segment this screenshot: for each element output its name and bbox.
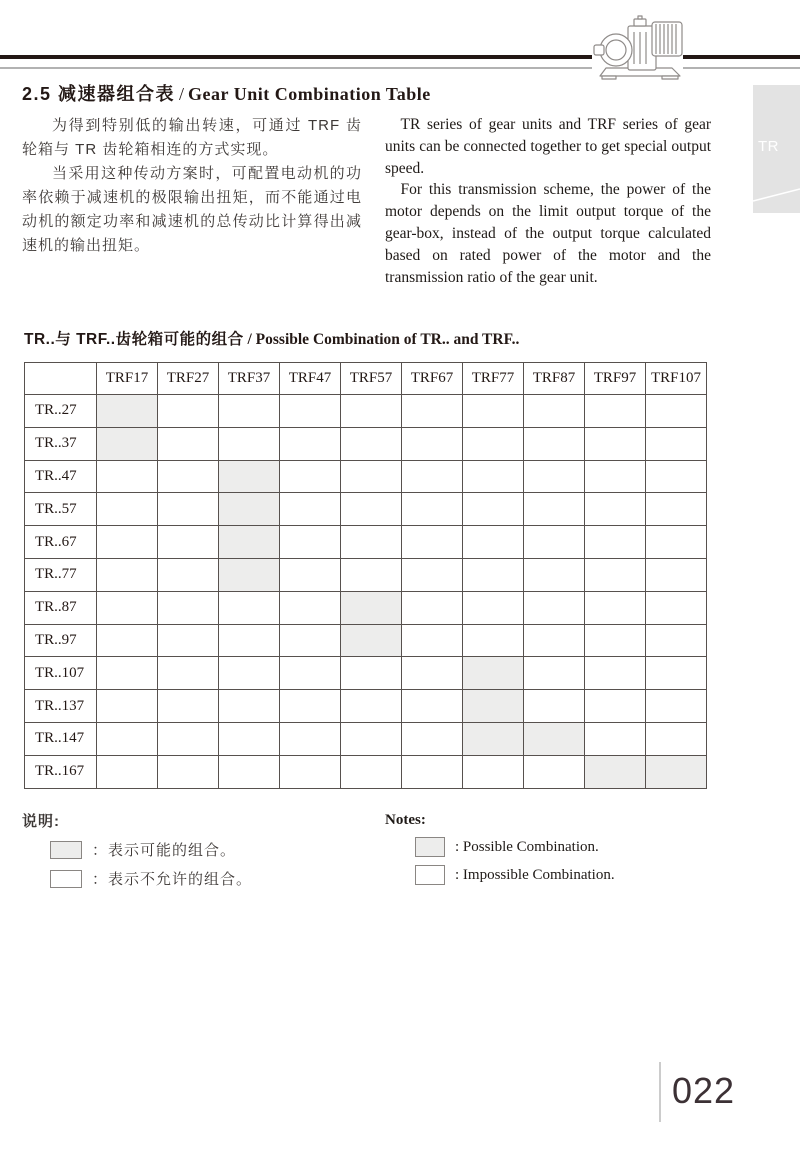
column-header-TRF87: TRF87 bbox=[524, 363, 585, 395]
cell-TR..47-TRF77 bbox=[463, 460, 524, 493]
cell-TR..167-TRF67 bbox=[402, 755, 463, 788]
cell-TR..167-TRF27 bbox=[158, 755, 219, 788]
cell-TR..77-TRF97 bbox=[585, 558, 646, 591]
cell-TR..67-TRF27 bbox=[158, 526, 219, 559]
cell-TR..67-TRF107 bbox=[646, 526, 707, 559]
cell-TR..67-TRF67 bbox=[402, 526, 463, 559]
row-header-TR..57: TR..57 bbox=[25, 493, 97, 526]
legend-en-impossible-row bbox=[415, 865, 615, 885]
cell-TR..47-TRF97 bbox=[585, 460, 646, 493]
column-header-TRF67: TRF67 bbox=[402, 363, 463, 395]
cell-TR..77-TRF27 bbox=[158, 558, 219, 591]
row-header-TR..77: TR..77 bbox=[25, 558, 97, 591]
cell-TR..87-TRF107 bbox=[646, 591, 707, 624]
table-row-TR..57 bbox=[25, 493, 707, 526]
row-header-TR..137: TR..137 bbox=[25, 690, 97, 723]
cell-TR..167-TRF17 bbox=[97, 755, 158, 788]
cell-TR..67-TRF97 bbox=[585, 526, 646, 559]
cell-TR..137-TRF87 bbox=[524, 690, 585, 723]
table-row-TR..97 bbox=[25, 624, 707, 657]
corner-cell bbox=[25, 363, 97, 395]
cell-TR..67-TRF87 bbox=[524, 526, 585, 559]
cell-TR..97-TRF47 bbox=[280, 624, 341, 657]
header-rule-left bbox=[0, 55, 592, 69]
cell-TR..107-TRF77 bbox=[463, 657, 524, 690]
intro-zh-paragraph-2: 当采用这种传动方案时，可配置电动机的功率依赖于减速机的极限输出扭矩，而不能通过电动机的额定功率和减速机的总传动比计算得出减速机的输出扭矩。 bbox=[22, 165, 362, 254]
cell-TR..27-TRF107 bbox=[646, 395, 707, 428]
cell-TR..57-TRF77 bbox=[463, 493, 524, 526]
cell-TR..107-TRF97 bbox=[585, 657, 646, 690]
cell-TR..167-TRF97 bbox=[585, 755, 646, 788]
cell-TR..97-TRF97 bbox=[585, 624, 646, 657]
cell-TR..147-TRF57 bbox=[341, 722, 402, 755]
table-row-TR..137 bbox=[25, 690, 707, 723]
cell-TR..87-TRF87 bbox=[524, 591, 585, 624]
cell-TR..97-TRF87 bbox=[524, 624, 585, 657]
cell-TR..137-TRF27 bbox=[158, 690, 219, 723]
row-header-TR..87: TR..87 bbox=[25, 591, 97, 624]
legend-zh-title: 说明: bbox=[22, 813, 60, 830]
page-title bbox=[22, 80, 431, 106]
column-header-TRF107: TRF107 bbox=[646, 363, 707, 395]
combination-table bbox=[24, 362, 707, 789]
cell-TR..147-TRF27 bbox=[158, 722, 219, 755]
table-header-row bbox=[25, 363, 707, 395]
column-header-TRF17: TRF17 bbox=[97, 363, 158, 395]
cell-TR..47-TRF27 bbox=[158, 460, 219, 493]
cell-TR..97-TRF57 bbox=[341, 624, 402, 657]
cell-TR..77-TRF47 bbox=[280, 558, 341, 591]
row-header-TR..47: TR..47 bbox=[25, 460, 97, 493]
intro-chinese-column bbox=[22, 114, 362, 258]
table-row-TR..27 bbox=[25, 395, 707, 428]
impossible-swatch bbox=[50, 870, 82, 888]
cell-TR..27-TRF87 bbox=[524, 395, 585, 428]
table-heading-zh: TR..与 TRF..齿轮箱可能的组合 bbox=[24, 331, 244, 348]
cell-TR..47-TRF107 bbox=[646, 460, 707, 493]
cell-TR..27-TRF17 bbox=[97, 395, 158, 428]
cell-TR..167-TRF107 bbox=[646, 755, 707, 788]
intro-english-column bbox=[385, 114, 711, 288]
row-header-TR..147: TR..147 bbox=[25, 722, 97, 755]
table-row-TR..67 bbox=[25, 526, 707, 559]
cell-TR..137-TRF37 bbox=[219, 690, 280, 723]
cell-TR..87-TRF37 bbox=[219, 591, 280, 624]
cell-TR..147-TRF37 bbox=[219, 722, 280, 755]
table-row-TR..167 bbox=[25, 755, 707, 788]
row-header-TR..107: TR..107 bbox=[25, 657, 97, 690]
side-tab-tr[interactable] bbox=[753, 85, 800, 213]
cell-TR..67-TRF77 bbox=[463, 526, 524, 559]
cell-TR..87-TRF17 bbox=[97, 591, 158, 624]
cell-TR..137-TRF57 bbox=[341, 690, 402, 723]
cell-TR..137-TRF97 bbox=[585, 690, 646, 723]
cell-TR..57-TRF67 bbox=[402, 493, 463, 526]
cell-TR..167-TRF87 bbox=[524, 755, 585, 788]
column-header-TRF97: TRF97 bbox=[585, 363, 646, 395]
legend-zh-possible-row bbox=[50, 839, 252, 860]
cell-TR..87-TRF77 bbox=[463, 591, 524, 624]
table-heading-separator: / bbox=[243, 331, 256, 348]
cell-TR..27-TRF27 bbox=[158, 395, 219, 428]
legend-en-possible-label: : Possible Combination. bbox=[455, 838, 599, 855]
cell-TR..57-TRF87 bbox=[524, 493, 585, 526]
cell-TR..137-TRF67 bbox=[402, 690, 463, 723]
cell-TR..77-TRF57 bbox=[341, 558, 402, 591]
table-row-TR..77 bbox=[25, 558, 707, 591]
cell-TR..137-TRF77 bbox=[463, 690, 524, 723]
cell-TR..27-TRF57 bbox=[341, 395, 402, 428]
intro-en-paragraph-1: TR series of gear units and TRF series of gear units can be connected together to get special output speed. bbox=[385, 116, 711, 177]
cell-TR..57-TRF37 bbox=[219, 493, 280, 526]
cell-TR..77-TRF37 bbox=[219, 558, 280, 591]
impossible-swatch bbox=[415, 865, 445, 885]
cell-TR..47-TRF37 bbox=[219, 460, 280, 493]
legend-en-title: Notes: bbox=[385, 812, 426, 828]
cell-TR..97-TRF37 bbox=[219, 624, 280, 657]
cell-TR..137-TRF47 bbox=[280, 690, 341, 723]
page-number: 022 bbox=[672, 1070, 736, 1111]
intro-en-paragraph-2: For this transmission scheme, the power of the motor depends on the limit output torque of the gear-box, instead of the output torque calculated based on rated power of the motor and the transmission ratio of the gear unit. bbox=[385, 181, 711, 286]
cell-TR..137-TRF17 bbox=[97, 690, 158, 723]
cell-TR..57-TRF47 bbox=[280, 493, 341, 526]
row-header-TR..27: TR..27 bbox=[25, 395, 97, 428]
page-title-en: Gear Unit Combination Table bbox=[188, 84, 431, 104]
page-number-divider bbox=[659, 1062, 661, 1122]
cell-TR..47-TRF57 bbox=[341, 460, 402, 493]
cell-TR..37-TRF67 bbox=[402, 427, 463, 460]
cell-TR..147-TRF87 bbox=[524, 722, 585, 755]
legend-zh-impossible-label: ：表示不允许的组合。 bbox=[92, 871, 253, 888]
possible-swatch bbox=[50, 841, 82, 859]
column-header-TRF37: TRF37 bbox=[219, 363, 280, 395]
side-tab-label: TR bbox=[758, 138, 779, 155]
cell-TR..57-TRF17 bbox=[97, 493, 158, 526]
cell-TR..37-TRF107 bbox=[646, 427, 707, 460]
cell-TR..97-TRF27 bbox=[158, 624, 219, 657]
cell-TR..47-TRF47 bbox=[280, 460, 341, 493]
cell-TR..77-TRF67 bbox=[402, 558, 463, 591]
cell-TR..57-TRF27 bbox=[158, 493, 219, 526]
cell-TR..37-TRF47 bbox=[280, 427, 341, 460]
row-header-TR..37: TR..37 bbox=[25, 427, 97, 460]
cell-TR..107-TRF107 bbox=[646, 657, 707, 690]
table-row-TR..147 bbox=[25, 722, 707, 755]
cell-TR..147-TRF97 bbox=[585, 722, 646, 755]
combination-table-wrapper bbox=[24, 362, 707, 789]
table-heading-en: Possible Combination of TR.. and TRF.. bbox=[255, 331, 520, 348]
cell-TR..137-TRF107 bbox=[646, 690, 707, 723]
table-row-TR..47 bbox=[25, 460, 707, 493]
side-tab-diagonal-line bbox=[753, 173, 800, 213]
possible-swatch bbox=[415, 837, 445, 857]
cell-TR..107-TRF87 bbox=[524, 657, 585, 690]
cell-TR..27-TRF97 bbox=[585, 395, 646, 428]
legend-zh-possible-label: ：表示可能的组合。 bbox=[92, 842, 237, 859]
cell-TR..57-TRF97 bbox=[585, 493, 646, 526]
cell-TR..97-TRF67 bbox=[402, 624, 463, 657]
table-row-TR..37 bbox=[25, 427, 707, 460]
page-title-separator: / bbox=[179, 84, 185, 104]
cell-TR..147-TRF107 bbox=[646, 722, 707, 755]
row-header-TR..167: TR..167 bbox=[25, 755, 97, 788]
table-row-TR..107 bbox=[25, 657, 707, 690]
cell-TR..147-TRF77 bbox=[463, 722, 524, 755]
cell-TR..107-TRF57 bbox=[341, 657, 402, 690]
header-rule-right bbox=[683, 55, 800, 69]
cell-TR..27-TRF47 bbox=[280, 395, 341, 428]
intro-zh-paragraph-1: 为得到特别低的输出转速，可通过 TRF 齿轮箱与 TR 齿轮箱相连的方式实现。 bbox=[22, 117, 362, 158]
legend-english bbox=[385, 812, 615, 893]
cell-TR..167-TRF77 bbox=[463, 755, 524, 788]
legend-zh-impossible-row bbox=[50, 868, 252, 889]
cell-TR..27-TRF67 bbox=[402, 395, 463, 428]
cell-TR..97-TRF17 bbox=[97, 624, 158, 657]
cell-TR..37-TRF57 bbox=[341, 427, 402, 460]
page-title-zh: 2.5 减速器组合表 bbox=[22, 84, 176, 104]
cell-TR..47-TRF17 bbox=[97, 460, 158, 493]
cell-TR..27-TRF77 bbox=[463, 395, 524, 428]
cell-TR..107-TRF17 bbox=[97, 657, 158, 690]
gearmotor-icon bbox=[592, 14, 686, 82]
cell-TR..77-TRF77 bbox=[463, 558, 524, 591]
cell-TR..27-TRF37 bbox=[219, 395, 280, 428]
row-header-TR..67: TR..67 bbox=[25, 526, 97, 559]
cell-TR..167-TRF57 bbox=[341, 755, 402, 788]
cell-TR..87-TRF27 bbox=[158, 591, 219, 624]
cell-TR..37-TRF87 bbox=[524, 427, 585, 460]
cell-TR..57-TRF107 bbox=[646, 493, 707, 526]
legend-en-impossible-label: : Impossible Combination. bbox=[455, 866, 615, 883]
column-header-TRF57: TRF57 bbox=[341, 363, 402, 395]
cell-TR..77-TRF107 bbox=[646, 558, 707, 591]
cell-TR..57-TRF57 bbox=[341, 493, 402, 526]
legend-en-possible-row bbox=[415, 837, 615, 857]
cell-TR..147-TRF67 bbox=[402, 722, 463, 755]
combination-table-heading bbox=[24, 327, 519, 349]
cell-TR..37-TRF97 bbox=[585, 427, 646, 460]
cell-TR..87-TRF47 bbox=[280, 591, 341, 624]
cell-TR..107-TRF37 bbox=[219, 657, 280, 690]
table-row-TR..87 bbox=[25, 591, 707, 624]
cell-TR..107-TRF47 bbox=[280, 657, 341, 690]
cell-TR..47-TRF67 bbox=[402, 460, 463, 493]
cell-TR..107-TRF27 bbox=[158, 657, 219, 690]
cell-TR..107-TRF67 bbox=[402, 657, 463, 690]
cell-TR..87-TRF67 bbox=[402, 591, 463, 624]
cell-TR..37-TRF27 bbox=[158, 427, 219, 460]
cell-TR..77-TRF17 bbox=[97, 558, 158, 591]
column-header-TRF47: TRF47 bbox=[280, 363, 341, 395]
cell-TR..67-TRF17 bbox=[97, 526, 158, 559]
cell-TR..167-TRF37 bbox=[219, 755, 280, 788]
cell-TR..97-TRF77 bbox=[463, 624, 524, 657]
cell-TR..87-TRF97 bbox=[585, 591, 646, 624]
row-header-TR..97: TR..97 bbox=[25, 624, 97, 657]
cell-TR..37-TRF77 bbox=[463, 427, 524, 460]
cell-TR..37-TRF37 bbox=[219, 427, 280, 460]
legend-chinese bbox=[22, 810, 252, 897]
cell-TR..67-TRF57 bbox=[341, 526, 402, 559]
cell-TR..147-TRF17 bbox=[97, 722, 158, 755]
column-header-TRF27: TRF27 bbox=[158, 363, 219, 395]
cell-TR..37-TRF17 bbox=[97, 427, 158, 460]
cell-TR..147-TRF47 bbox=[280, 722, 341, 755]
column-header-TRF77: TRF77 bbox=[463, 363, 524, 395]
cell-TR..67-TRF47 bbox=[280, 526, 341, 559]
cell-TR..97-TRF107 bbox=[646, 624, 707, 657]
cell-TR..67-TRF37 bbox=[219, 526, 280, 559]
cell-TR..77-TRF87 bbox=[524, 558, 585, 591]
cell-TR..87-TRF57 bbox=[341, 591, 402, 624]
cell-TR..47-TRF87 bbox=[524, 460, 585, 493]
cell-TR..167-TRF47 bbox=[280, 755, 341, 788]
